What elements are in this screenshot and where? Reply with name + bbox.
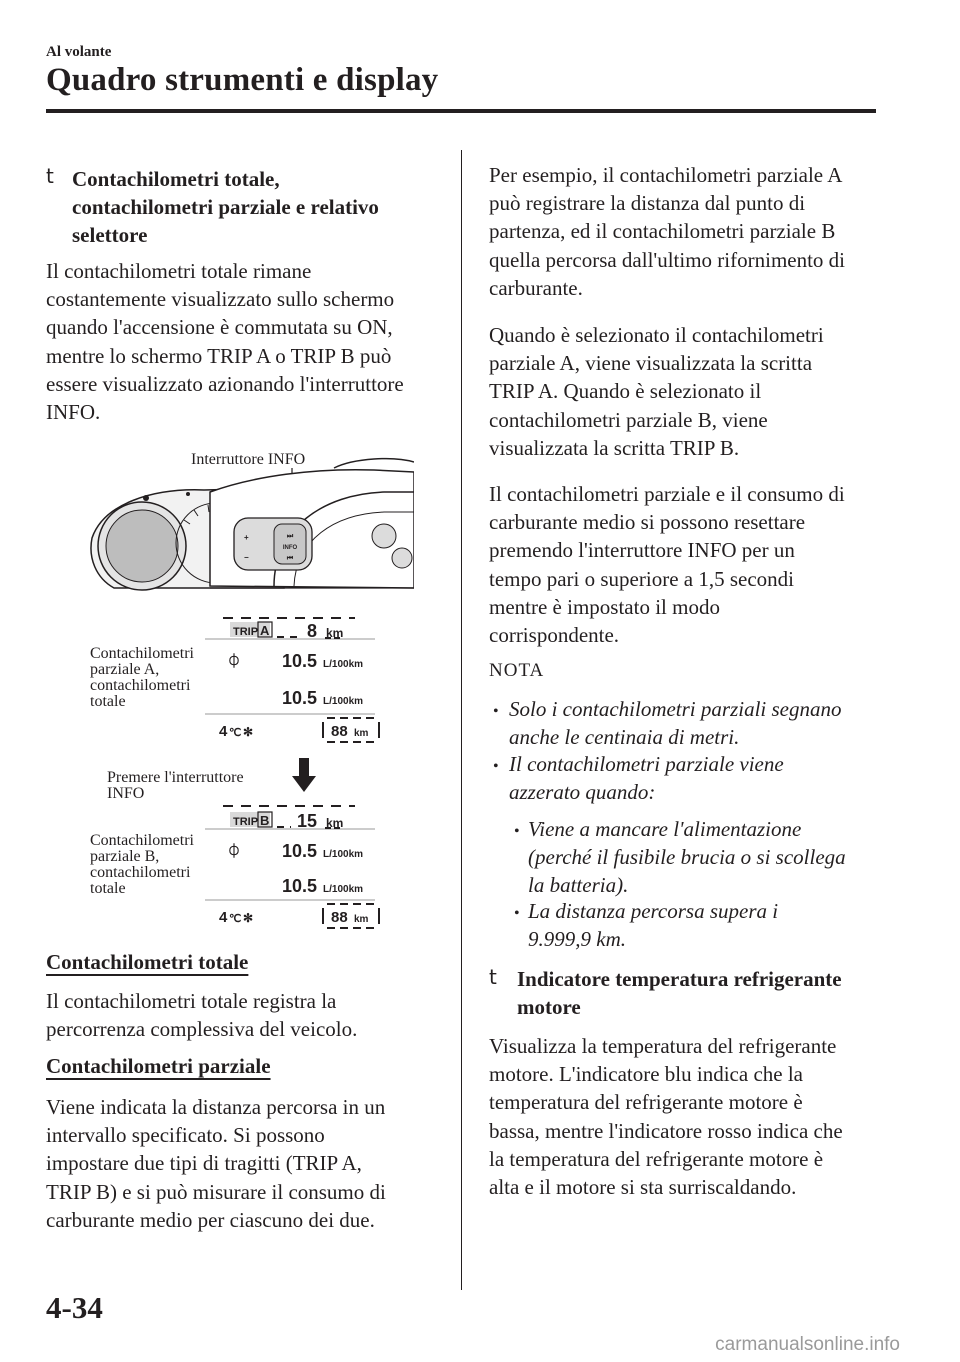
svg-text:10.5: 10.5 <box>282 651 318 671</box>
svg-text:⏀: ⏀ <box>227 843 241 859</box>
wheel-info-button-label: INFO <box>282 545 298 551</box>
trip-heading: Contachilometri parziale <box>46 1054 271 1078</box>
selection-paragraph: Quando è selezionato il contachilometri parziale A, viene visualizzata la scritta TRIP A. Quando è selezionato il contachilometri parziale B, viene visualizzata la scritta TRIP B. <box>489 323 824 460</box>
svg-text:B: B <box>260 813 270 828</box>
svg-text:L/100km: L/100km <box>323 659 364 670</box>
odometer-heading: Contachilometri totale <box>46 950 249 974</box>
svg-text:TRIP: TRIP <box>233 626 259 638</box>
odometer-paragraph: Il contachilometri totale registra la percorrenza complessiva del veicolo. <box>46 989 358 1042</box>
heading-marker: t <box>46 164 54 188</box>
svg-text:km: km <box>326 816 344 830</box>
svg-text:+: + <box>244 533 249 542</box>
watermark: carmanualsonline.info <box>715 1334 900 1355</box>
coolant-heading: Indicatore temperatura refrigerante motore <box>517 967 842 1019</box>
svg-text:✻: ✻ <box>243 911 254 925</box>
svg-text:⏭: ⏭ <box>286 533 294 540</box>
display-trip-b <box>205 800 385 936</box>
svg-text:L/100km: L/100km <box>323 696 364 707</box>
nota-subbullet-2: La distanza percorsa supera i 9.999,9 km. <box>528 899 779 951</box>
svg-text:88: 88 <box>331 723 348 740</box>
svg-text:A: A <box>260 623 270 638</box>
svg-text:TRIP: TRIP <box>233 816 259 828</box>
nota-bullet-dot: • <box>493 758 499 775</box>
section-heading: Contachilometri totale, contachilometri parziale e relativo selettore <box>72 167 379 247</box>
svg-text:88: 88 <box>331 909 348 926</box>
nota-label: NOTA <box>489 660 545 681</box>
svg-text:L/100km: L/100km <box>323 884 364 895</box>
reset-paragraph: Il contachilometri parziale e il consumo di carburante medio si possono resettare premendo l'interruttore INFO per un tempo pari o superiore a 1,5 secondi mentre è impostato il modo corrispondente. <box>489 482 845 648</box>
example-paragraph: Per esempio, il contachilometri parziale A può registrare la distanza dal punto di partenza, ed il contachilometri parziale B quella percorsa dall'ultimo rifornimento di carburante. <box>489 163 846 300</box>
svg-text:⏀: ⏀ <box>227 653 241 669</box>
info-switch-label: Interruttore INFO <box>191 451 306 468</box>
svg-text:8: 8 <box>307 621 318 641</box>
svg-text:15: 15 <box>297 811 318 831</box>
svg-text:−: − <box>244 553 249 562</box>
svg-text:℃: ℃ <box>229 913 242 925</box>
heading2-marker: t <box>489 965 497 989</box>
nota-subbullet-1: Viene a mancare l'alimentazione (perché il fusibile brucia o si scollega la batteria). <box>528 817 846 897</box>
header-rule <box>46 109 876 113</box>
nota-subbullet-dot: • <box>514 905 520 922</box>
svg-text:4: 4 <box>219 723 228 740</box>
caption-press-info: Premere l'interruttore INFO <box>107 769 244 802</box>
nota-bullet-2: Il contachilometri parziale viene azzerato quando: <box>509 752 784 804</box>
display-trip-a <box>205 612 385 748</box>
svg-text:10.5: 10.5 <box>282 688 318 708</box>
svg-text:✻: ✻ <box>243 725 254 739</box>
section-label: Al volante <box>46 44 112 60</box>
svg-text:4: 4 <box>219 909 228 926</box>
svg-text:℃: ℃ <box>229 727 242 739</box>
svg-text:⏮: ⏮ <box>286 555 294 562</box>
column-divider <box>461 150 462 1290</box>
svg-text:km: km <box>354 914 369 925</box>
page-number: 4-34 <box>46 1290 103 1325</box>
svg-text:km: km <box>354 728 369 739</box>
nota-subbullet-dot: • <box>514 823 520 840</box>
svg-text:10.5: 10.5 <box>282 876 318 896</box>
svg-text:L/100km: L/100km <box>323 849 364 860</box>
nota-bullet-dot: • <box>493 703 499 720</box>
nota-bullet-1: Solo i contachilometri parziali segnano anche le centinaia di metri. <box>509 697 842 749</box>
dashboard-illustration <box>84 448 414 598</box>
caption-trip-a: Contachilometri parziale A, contachilometri totale <box>90 645 194 710</box>
coolant-paragraph: Visualizza la temperatura del refrigerante motore. L'indicatore blu indica che la temperatura del refrigerante motore è bassa, mentre l'indicatore rosso indica che la temperatura del refrigerante motore è alta e il motore si sta surriscaldando. <box>489 1034 843 1200</box>
svg-text:km: km <box>326 626 344 640</box>
down-arrow-icon <box>292 758 316 794</box>
caption-trip-b: Contachilometri parziale B, contachilometri totale <box>90 832 194 897</box>
page-title: Quadro strumenti e display <box>46 62 439 98</box>
intro-paragraph: Il contachilometri totale rimane costantemente visualizzato sullo schermo quando l'accensione è commutata su ON, mentre lo schermo TRIP A o TRIP B può essere visualizzato azionando l'interruttore INFO. <box>46 259 404 425</box>
svg-text:10.5: 10.5 <box>282 841 318 861</box>
trip-paragraph: Viene indicata la distanza percorsa in un intervallo specificato. Si possono impostare due tipi di tragitti (TRIP A, TRIP B) e si può misurare il consumo di carburante medio per ciascuno dei due. <box>46 1095 386 1232</box>
